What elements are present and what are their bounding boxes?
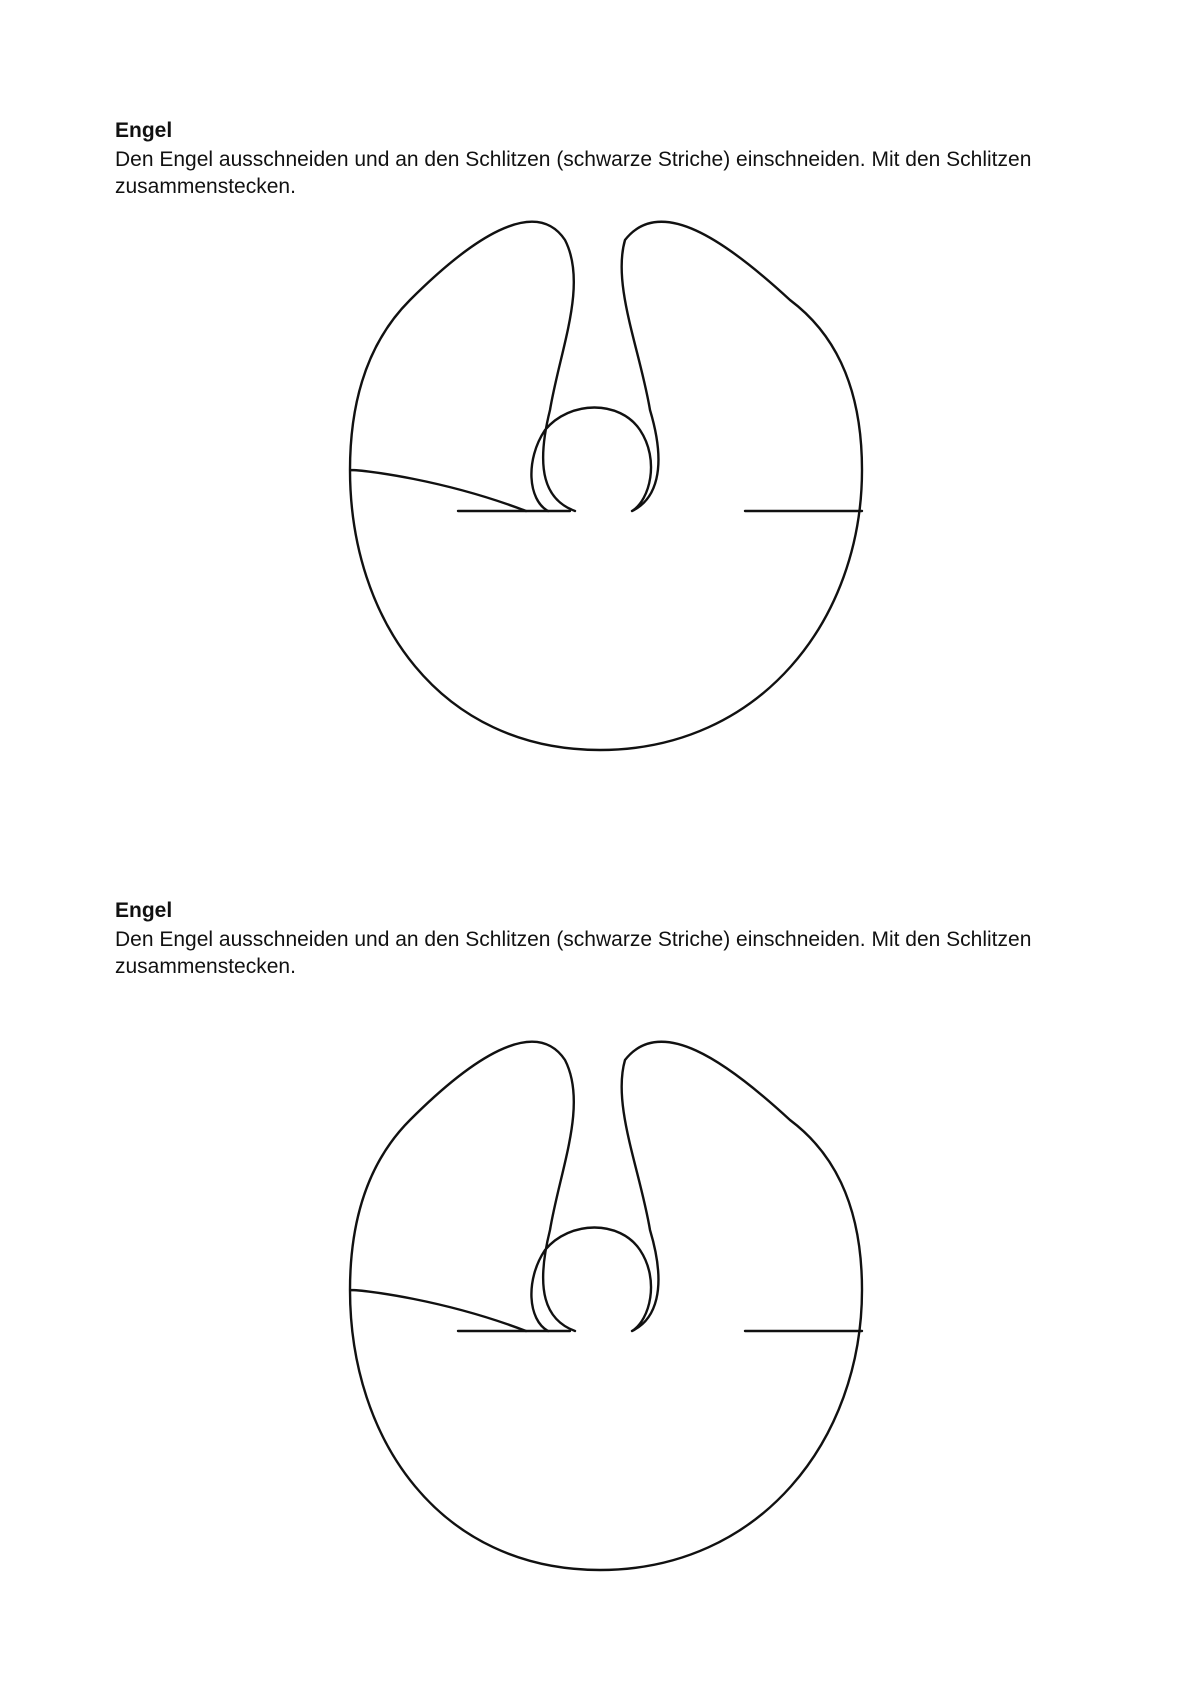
angel-cutout-template	[0, 780, 1200, 1580]
section-title: Engel	[115, 119, 173, 142]
section-title: Engel	[115, 899, 173, 922]
angel-cutout-template	[0, 0, 1200, 800]
instructions-text: Den Engel ausschneiden und an den Schlitzen (schwarze Striche) einschneiden. Mit den Schlitzen zusammenstecken.	[115, 148, 1032, 198]
angel-outline	[350, 1042, 862, 1570]
angel-outline	[350, 222, 862, 750]
angel-section-2	[0, 780, 1200, 1580]
instructions-text: Den Engel ausschneiden und an den Schlitzen (schwarze Striche) einschneiden. Mit den Schlitzen zusammenstecken.	[115, 928, 1032, 978]
angel-section-1	[0, 0, 1200, 800]
